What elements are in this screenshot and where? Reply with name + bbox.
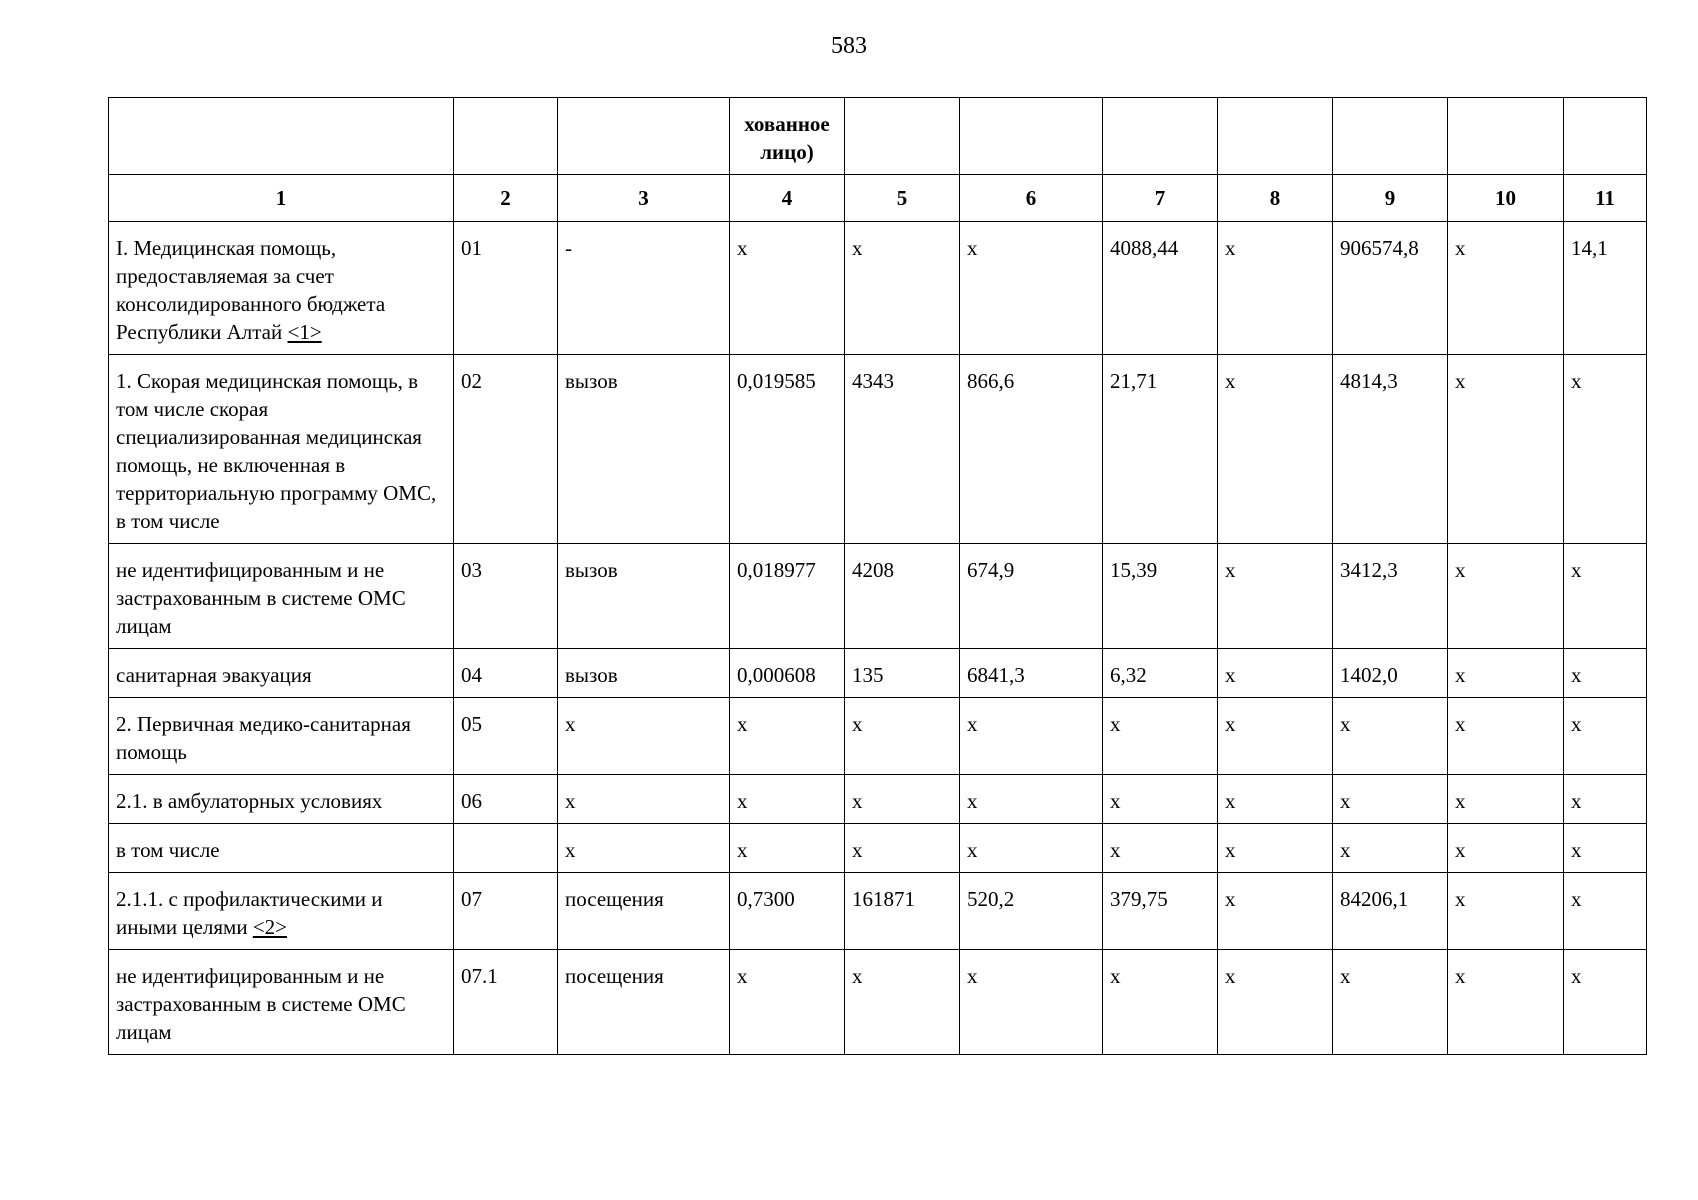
cell-col4: х bbox=[730, 775, 845, 824]
row-code bbox=[454, 824, 558, 873]
header-cell bbox=[845, 98, 960, 175]
row-name: 2.1.1. с профилактическими и иными целями bbox=[116, 887, 383, 939]
cell-col10: х bbox=[1448, 649, 1564, 698]
cell-col5: х bbox=[845, 950, 960, 1055]
cell-col7: х bbox=[1103, 824, 1218, 873]
cell-col4: 0,018977 bbox=[730, 544, 845, 649]
continuation-header-row bbox=[109, 98, 1647, 175]
cell-col6: х bbox=[960, 824, 1103, 873]
cell-col4: х bbox=[730, 950, 845, 1055]
row-unit: вызов bbox=[558, 544, 730, 649]
row-code: 07 bbox=[454, 873, 558, 950]
row-code: 06 bbox=[454, 775, 558, 824]
cell-col9: х bbox=[1333, 824, 1448, 873]
cell-col9: х bbox=[1333, 775, 1448, 824]
cell-col11: х bbox=[1564, 649, 1647, 698]
column-number: 2 bbox=[454, 175, 558, 222]
row-code: 01 bbox=[454, 222, 558, 355]
cell-col10: х bbox=[1448, 824, 1564, 873]
cell-col10: х bbox=[1448, 544, 1564, 649]
cell-col11: х bbox=[1564, 873, 1647, 950]
cell-col7: 6,32 bbox=[1103, 649, 1218, 698]
row-unit: х bbox=[558, 775, 730, 824]
cell-col5: 4343 bbox=[845, 355, 960, 544]
cell-col5: х bbox=[845, 775, 960, 824]
table-row bbox=[109, 544, 1647, 649]
row-name: 2.1. в амбулаторных условиях bbox=[116, 789, 383, 813]
cell-col8: х bbox=[1218, 355, 1333, 544]
table-row bbox=[109, 698, 1647, 775]
footnote-reference-link[interactable]: <2> bbox=[252, 915, 288, 939]
header-cell bbox=[1564, 98, 1647, 175]
table-row bbox=[109, 775, 1647, 824]
header-cell: хованное лицо) bbox=[730, 98, 845, 175]
header-cell bbox=[1333, 98, 1448, 175]
cell-col7: 15,39 bbox=[1103, 544, 1218, 649]
cell-col4: 0,019585 bbox=[730, 355, 845, 544]
row-name-cell bbox=[109, 775, 454, 824]
cell-col9: 1402,0 bbox=[1333, 649, 1448, 698]
page-number: 583 bbox=[831, 33, 867, 59]
row-name-cell bbox=[109, 649, 454, 698]
table-row bbox=[109, 649, 1647, 698]
data-table bbox=[108, 97, 1647, 1055]
footnote-reference-link[interactable]: <1> bbox=[287, 320, 322, 344]
row-code: 04 bbox=[454, 649, 558, 698]
header-cell bbox=[1218, 98, 1333, 175]
cell-col5: х bbox=[845, 698, 960, 775]
row-name-cell bbox=[109, 950, 454, 1055]
cell-col6: 866,6 bbox=[960, 355, 1103, 544]
cell-col9: 906574,8 bbox=[1333, 222, 1448, 355]
column-number: 7 bbox=[1103, 175, 1218, 222]
row-name-cell bbox=[109, 544, 454, 649]
row-code: 03 bbox=[454, 544, 558, 649]
column-number: 10 bbox=[1448, 175, 1564, 222]
row-unit: х bbox=[558, 698, 730, 775]
column-number: 11 bbox=[1564, 175, 1647, 222]
cell-col11: 14,1 bbox=[1564, 222, 1647, 355]
cell-col4: 0,000608 bbox=[730, 649, 845, 698]
row-name: 2. Первичная медико-санитарная помощь bbox=[116, 712, 411, 764]
cell-col4: х bbox=[730, 824, 845, 873]
cell-col9: х bbox=[1333, 950, 1448, 1055]
column-number: 5 bbox=[845, 175, 960, 222]
cell-col7: х bbox=[1103, 775, 1218, 824]
row-unit: вызов bbox=[558, 355, 730, 544]
row-name-cell bbox=[109, 355, 454, 544]
row-name: не идентифицированным и не застрахованным в системе ОМС лицам bbox=[116, 558, 406, 638]
row-name: санитарная эвакуация bbox=[116, 663, 312, 687]
header-cell bbox=[558, 98, 730, 175]
row-name-cell bbox=[109, 698, 454, 775]
header-cell bbox=[960, 98, 1103, 175]
row-name: 1. Скорая медицинская помощь, в том числе скорая специализированная медицинская помощь, не включенная в территориальную программу ОМС, в том числе bbox=[116, 369, 437, 533]
header-cell bbox=[109, 98, 454, 175]
row-name: не идентифицированным и не застрахованным в системе ОМС лицам bbox=[116, 964, 406, 1044]
column-number: 1 bbox=[109, 175, 454, 222]
column-number: 4 bbox=[730, 175, 845, 222]
cell-col8: х bbox=[1218, 824, 1333, 873]
cell-col4: 0,7300 bbox=[730, 873, 845, 950]
cell-col10: х bbox=[1448, 698, 1564, 775]
row-unit: вызов bbox=[558, 649, 730, 698]
cell-col6: х bbox=[960, 775, 1103, 824]
cell-col7: х bbox=[1103, 950, 1218, 1055]
row-unit: - bbox=[558, 222, 730, 355]
cell-col8: х bbox=[1218, 222, 1333, 355]
column-number: 3 bbox=[558, 175, 730, 222]
cell-col4: х bbox=[730, 222, 845, 355]
cell-col10: х bbox=[1448, 950, 1564, 1055]
cell-col10: х bbox=[1448, 355, 1564, 544]
row-code: 02 bbox=[454, 355, 558, 544]
cell-col8: х bbox=[1218, 950, 1333, 1055]
cell-col5: х bbox=[845, 824, 960, 873]
cell-col8: х bbox=[1218, 649, 1333, 698]
cell-col6: х bbox=[960, 222, 1103, 355]
row-unit: посещения bbox=[558, 950, 730, 1055]
cell-col11: х bbox=[1564, 824, 1647, 873]
row-unit: х bbox=[558, 824, 730, 873]
header-cell bbox=[1448, 98, 1564, 175]
cell-col6: 520,2 bbox=[960, 873, 1103, 950]
cell-col6: 674,9 bbox=[960, 544, 1103, 649]
column-number: 9 bbox=[1333, 175, 1448, 222]
column-number: 6 bbox=[960, 175, 1103, 222]
cell-col11: х bbox=[1564, 544, 1647, 649]
table-row bbox=[109, 355, 1647, 544]
row-name: I. Медицинская помощь, предоставляемая за счет консолидированного бюджета Республики Алтай bbox=[116, 236, 386, 344]
row-code: 05 bbox=[454, 698, 558, 775]
cell-col11: х bbox=[1564, 775, 1647, 824]
cell-col6: х bbox=[960, 698, 1103, 775]
row-unit: посещения bbox=[558, 873, 730, 950]
cell-col9: 84206,1 bbox=[1333, 873, 1448, 950]
cell-col7: х bbox=[1103, 698, 1218, 775]
cell-col6: х bbox=[960, 950, 1103, 1055]
row-name-cell bbox=[109, 824, 454, 873]
table-row bbox=[109, 950, 1647, 1055]
cell-col10: х bbox=[1448, 222, 1564, 355]
cell-col7: 21,71 bbox=[1103, 355, 1218, 544]
cell-col7: 4088,44 bbox=[1103, 222, 1218, 355]
cell-col7: 379,75 bbox=[1103, 873, 1218, 950]
cell-col5: 161871 bbox=[845, 873, 960, 950]
row-code: 07.1 bbox=[454, 950, 558, 1055]
cell-col9: 3412,3 bbox=[1333, 544, 1448, 649]
header-cell bbox=[454, 98, 558, 175]
cell-col9: 4814,3 bbox=[1333, 355, 1448, 544]
column-number-row bbox=[109, 175, 1647, 222]
cell-col8: х bbox=[1218, 775, 1333, 824]
cell-col8: х bbox=[1218, 698, 1333, 775]
cell-col5: х bbox=[845, 222, 960, 355]
cell-col11: х bbox=[1564, 698, 1647, 775]
cell-col10: х bbox=[1448, 775, 1564, 824]
cell-col11: х bbox=[1564, 950, 1647, 1055]
row-name-cell bbox=[109, 873, 454, 950]
row-name: в том числе bbox=[116, 838, 220, 862]
cell-col6: 6841,3 bbox=[960, 649, 1103, 698]
table-row bbox=[109, 873, 1647, 950]
column-number: 8 bbox=[1218, 175, 1333, 222]
cell-col11: х bbox=[1564, 355, 1647, 544]
cell-col5: 135 bbox=[845, 649, 960, 698]
header-cell bbox=[1103, 98, 1218, 175]
cell-col8: х bbox=[1218, 873, 1333, 950]
row-name-cell bbox=[109, 222, 454, 355]
table-row bbox=[109, 824, 1647, 873]
cell-col5: 4208 bbox=[845, 544, 960, 649]
cell-col4: х bbox=[730, 698, 845, 775]
table-row bbox=[109, 222, 1647, 355]
cell-col9: х bbox=[1333, 698, 1448, 775]
cell-col10: х bbox=[1448, 873, 1564, 950]
cell-col8: х bbox=[1218, 544, 1333, 649]
